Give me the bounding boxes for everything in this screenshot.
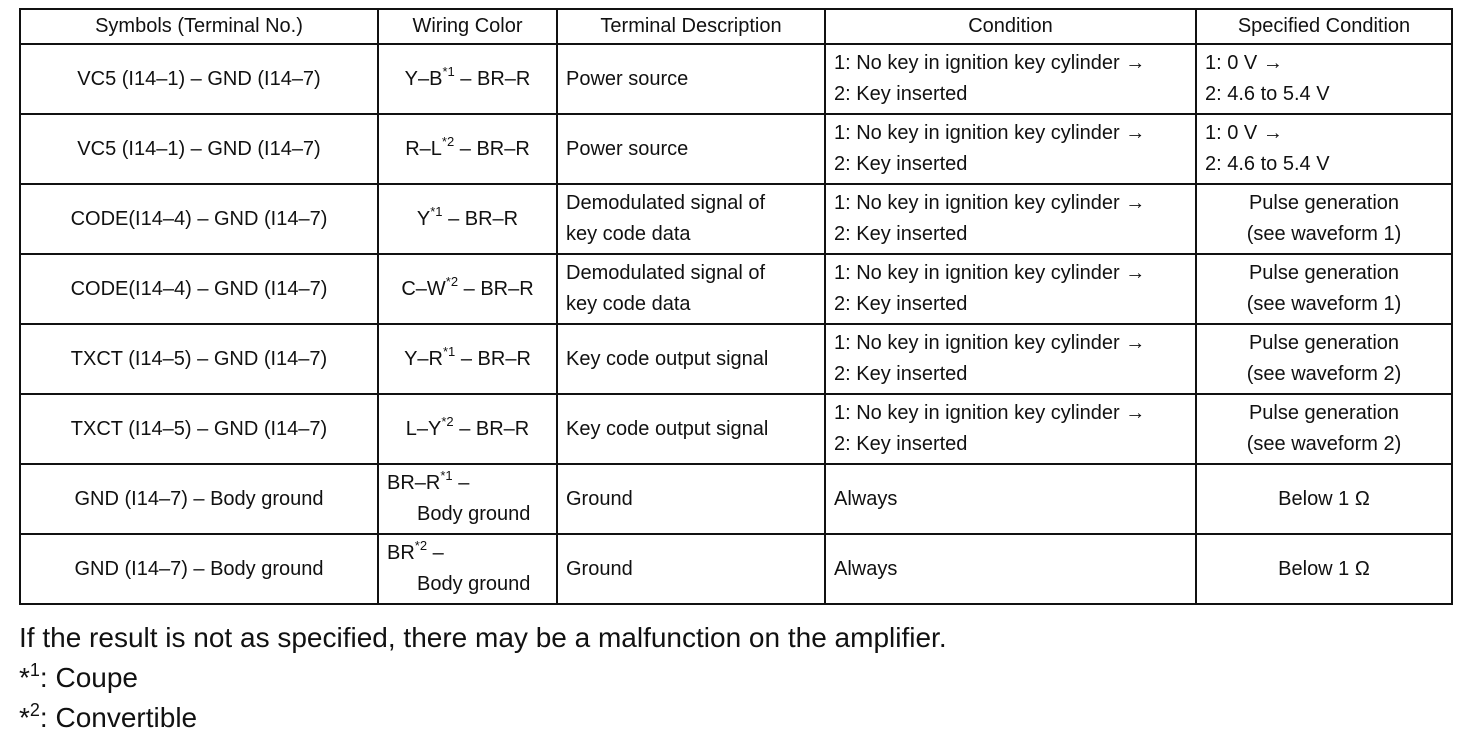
specified-line: Below 1 Ω	[1278, 487, 1370, 510]
header-terminal-description: Terminal Description	[557, 9, 825, 44]
footnote-coupe	[19, 658, 947, 698]
description-cell	[557, 44, 825, 114]
footnote-mark: *	[19, 702, 30, 733]
description-line: Power source	[566, 137, 689, 160]
condition-cell	[825, 184, 1196, 254]
description-line: key code data	[566, 223, 691, 245]
table-row	[20, 184, 1452, 254]
specified-line: (see waveform 1)	[1246, 223, 1402, 245]
table-row	[20, 394, 1452, 464]
specified-line: Pulse generation	[1248, 262, 1400, 284]
wire-color: C–W	[401, 277, 446, 300]
wire-color: Y	[416, 207, 431, 230]
wire-color: Y–R	[404, 347, 443, 370]
footnote-text: : Convertible	[39, 702, 198, 733]
wire-to: – BR–R	[458, 277, 534, 300]
condition-line: Always	[834, 557, 898, 580]
condition-cell	[825, 44, 1196, 114]
condition-line: 2: Key inserted	[834, 363, 968, 385]
symbol-cell: GND (I14–7) – Body ground	[20, 534, 378, 604]
footnote-mark: *	[19, 662, 30, 693]
condition-line: 2: Key inserted	[834, 433, 968, 455]
footnote-ref: *1	[440, 468, 453, 484]
wire-to: – BR–R	[455, 347, 531, 370]
specified-line: 2: 4.6 to 5.4 V	[1205, 83, 1330, 105]
table-row	[20, 464, 1452, 534]
description-cell	[557, 534, 825, 604]
wire-color: R–L	[405, 137, 442, 160]
condition-cell	[825, 534, 1196, 604]
footnote-ref: *1	[430, 203, 443, 219]
specified-line: 1: 0 V →	[1205, 122, 1283, 144]
footnote-ref: *2	[414, 538, 428, 554]
wire-line-2: Body ground	[417, 573, 531, 595]
table-body	[20, 44, 1452, 604]
footnote-number: 1	[29, 659, 40, 680]
wiring-color-cell	[378, 324, 557, 394]
table-header-row	[20, 9, 1452, 44]
wire-to: – BR–R	[454, 137, 530, 160]
condition-line: 1: No key in ignition key cylinder →	[834, 52, 1146, 74]
specified-line: Pulse generation	[1248, 332, 1400, 354]
header-wiring-color: Wiring Color	[378, 9, 557, 44]
wire-line-2: Body ground	[417, 503, 531, 525]
wiring-color-cell	[378, 394, 557, 464]
wire-color: Y–B	[404, 67, 443, 90]
description-line: key code data	[566, 293, 691, 315]
footnote-ref: *1	[442, 63, 455, 79]
condition-cell	[825, 114, 1196, 184]
description-cell	[557, 324, 825, 394]
wire-to: –	[452, 472, 470, 494]
specified-line: (see waveform 2)	[1246, 433, 1402, 455]
condition-line: 2: Key inserted	[834, 83, 968, 105]
header-condition: Condition	[825, 9, 1196, 44]
wiring-color-cell	[378, 464, 557, 534]
specified-line: (see waveform 2)	[1246, 363, 1402, 385]
description-line: Demodulated signal of	[566, 192, 766, 214]
result-note: If the result is not as specified, there may be a malfunction on the amplifier.	[19, 622, 947, 653]
specified-cell	[1196, 324, 1452, 394]
specified-line: (see waveform 1)	[1246, 293, 1402, 315]
symbol-cell: TXCT (I14–5) – GND (I14–7)	[20, 324, 378, 394]
symbol-cell: CODE(I14–4) – GND (I14–7)	[20, 254, 378, 324]
table-row	[20, 254, 1452, 324]
terminal-spec-table	[19, 8, 1453, 605]
specified-line: Below 1 Ω	[1278, 557, 1370, 580]
wire-to: –	[427, 542, 444, 564]
wire-line-1	[387, 468, 548, 499]
footnote-ref: *1	[443, 343, 456, 359]
specified-cell	[1196, 184, 1452, 254]
description-line: Ground	[566, 557, 633, 580]
condition-line: 1: No key in ignition key cylinder →	[834, 192, 1146, 214]
wire-color: BR–R	[387, 472, 441, 494]
table-row	[20, 44, 1452, 114]
footnote-number: 2	[29, 699, 40, 720]
condition-line: 2: Key inserted	[834, 223, 968, 245]
specified-cell	[1196, 394, 1452, 464]
symbol-cell: VC5 (I14–1) – GND (I14–7)	[20, 114, 378, 184]
symbol-cell: TXCT (I14–5) – GND (I14–7)	[20, 394, 378, 464]
table-row	[20, 114, 1452, 184]
wire-line-1	[387, 538, 548, 569]
condition-cell	[825, 394, 1196, 464]
wire-to: – BR–R	[453, 417, 530, 440]
specified-cell	[1196, 254, 1452, 324]
footnote-convertible	[19, 698, 947, 738]
footnote-text: : Coupe	[39, 662, 138, 693]
symbol-cell: GND (I14–7) – Body ground	[20, 464, 378, 534]
wiring-color-cell	[378, 254, 557, 324]
table-row	[20, 324, 1452, 394]
condition-line: 2: Key inserted	[834, 293, 968, 315]
specified-cell	[1196, 534, 1452, 604]
symbol-cell: VC5 (I14–1) – GND (I14–7)	[20, 44, 378, 114]
wire-to: – BR–R	[442, 207, 519, 230]
specified-line: 1: 0 V →	[1205, 52, 1283, 74]
footnote-ref: *2	[441, 413, 454, 429]
wiring-color-cell	[378, 534, 557, 604]
specified-line: Pulse generation	[1248, 402, 1400, 424]
wiring-color-cell	[378, 184, 557, 254]
description-cell	[557, 394, 825, 464]
wire-color: L–Y	[405, 417, 442, 440]
condition-line: 2: Key inserted	[834, 153, 968, 175]
condition-cell	[825, 324, 1196, 394]
description-line: Ground	[566, 487, 633, 510]
condition-line: 1: No key in ignition key cylinder →	[834, 262, 1146, 284]
header-specified-condition: Specified Condition	[1196, 9, 1452, 44]
description-cell	[557, 114, 825, 184]
description-cell	[557, 254, 825, 324]
footnote-ref: *2	[445, 273, 459, 289]
specified-line: 2: 4.6 to 5.4 V	[1205, 153, 1330, 175]
notes-section	[19, 618, 947, 738]
wiring-color-cell	[378, 44, 557, 114]
specified-cell	[1196, 464, 1452, 534]
condition-line: 1: No key in ignition key cylinder →	[834, 332, 1146, 354]
wiring-color-cell	[378, 114, 557, 184]
table-row	[20, 534, 1452, 604]
description-cell	[557, 464, 825, 534]
description-line: Demodulated signal of	[566, 262, 766, 284]
description-line: Key code output signal	[566, 347, 769, 370]
symbol-cell: CODE(I14–4) – GND (I14–7)	[20, 184, 378, 254]
condition-line: 1: No key in ignition key cylinder →	[834, 122, 1146, 144]
specified-cell	[1196, 44, 1452, 114]
wire-color: BR	[387, 542, 415, 564]
condition-cell	[825, 464, 1196, 534]
wire-to: – BR–R	[454, 67, 531, 90]
condition-cell	[825, 254, 1196, 324]
footnote-ref: *2	[441, 133, 455, 149]
condition-line: 1: No key in ignition key cylinder →	[834, 402, 1146, 424]
header-symbols: Symbols (Terminal No.)	[20, 9, 378, 44]
condition-line: Always	[834, 487, 898, 510]
specified-line: Pulse generation	[1248, 192, 1400, 214]
description-line: Key code output signal	[566, 417, 769, 440]
specified-cell	[1196, 114, 1452, 184]
description-cell	[557, 184, 825, 254]
description-line: Power source	[566, 67, 689, 90]
